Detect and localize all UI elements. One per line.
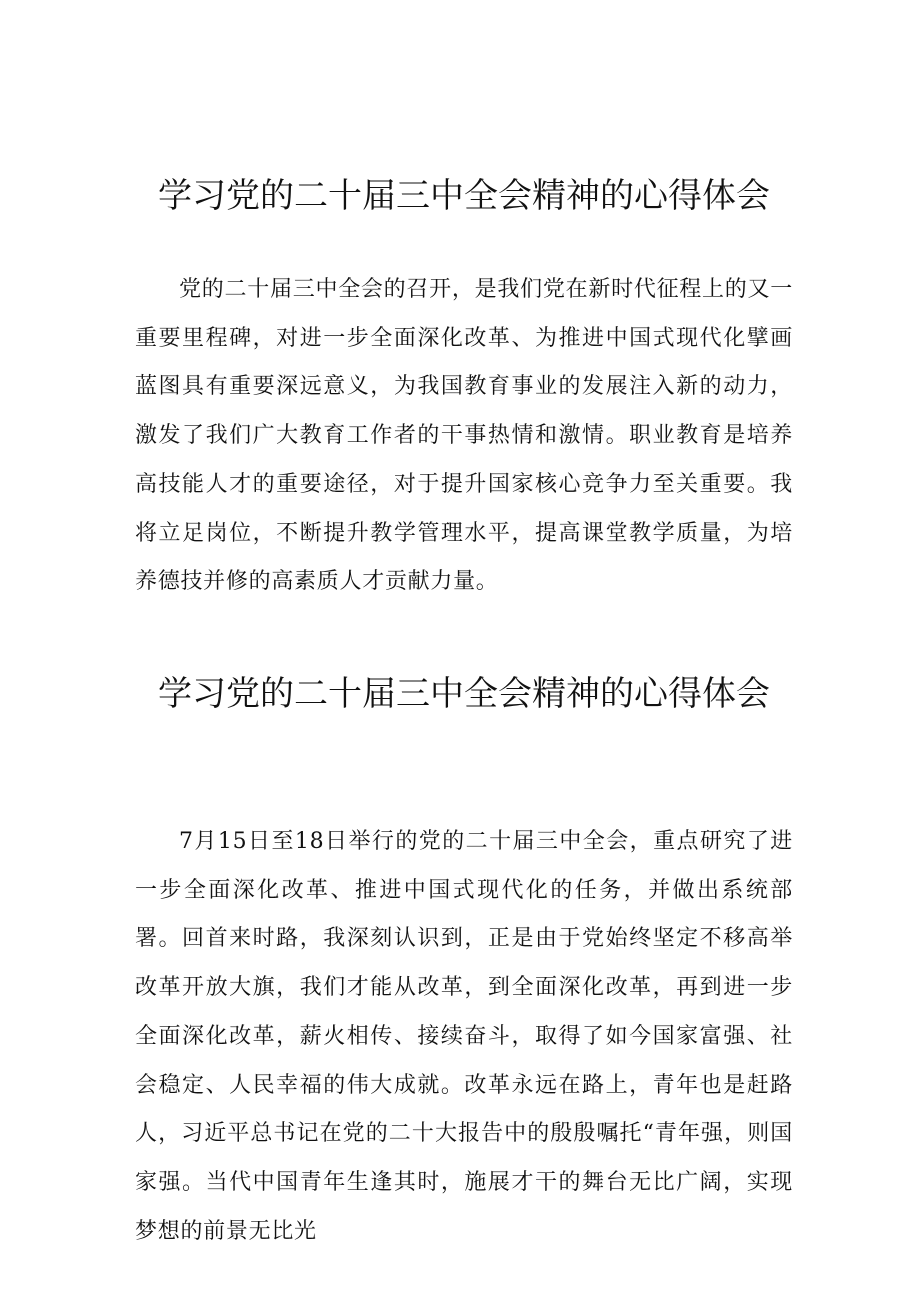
section-1-paragraph: 党的二十届三中全会的召开，是我们党在新时代征程上的又一重要里程碑，对进一步全面深化改革、为推进中国式现代化擘画蓝图具有重要深远意义，为我国教育事业的发展注入新的动力，激发了我们广大教育工作者的干事热情和激情。职业教育是培养高技能人才的重要途径，对于提升国家核心竞争力至关重要。我将立足岗位，不断提升教学管理水平，提高课堂教学质量，为培养德技并修的高素质人才贡献力量。 [135,277,793,595]
section-2-title: 学习党的二十届三中全会精神的心得体会 [158,674,770,714]
section-2-paragraph: 7月15日至18日举行的党的二十届三中全会，重点研究了进一步全面深化改革、推进中国式现代化的任务，并做出系统部署。回首来时路，我深刻认识到，正是由于党始终坚定不移高举改革开放大旗，我们才能从改革，到全面深化改革，再到进一步全面深化改革，薪火相传、接续奋斗，取得了如今国家富强、社会稳定、人民幸福的伟大成就。改革永远在路上，青年也是赶路人，习近平总书记在党的二十大报告中的殷殷嘱托“青年强，则国家强。当代中国青年生逢其时，施展才干的舞台无比广阔，实现梦想的前景无比光 [135,829,793,1244]
section-1-title: 学习党的二十届三中全会精神的心得体会 [158,176,770,216]
